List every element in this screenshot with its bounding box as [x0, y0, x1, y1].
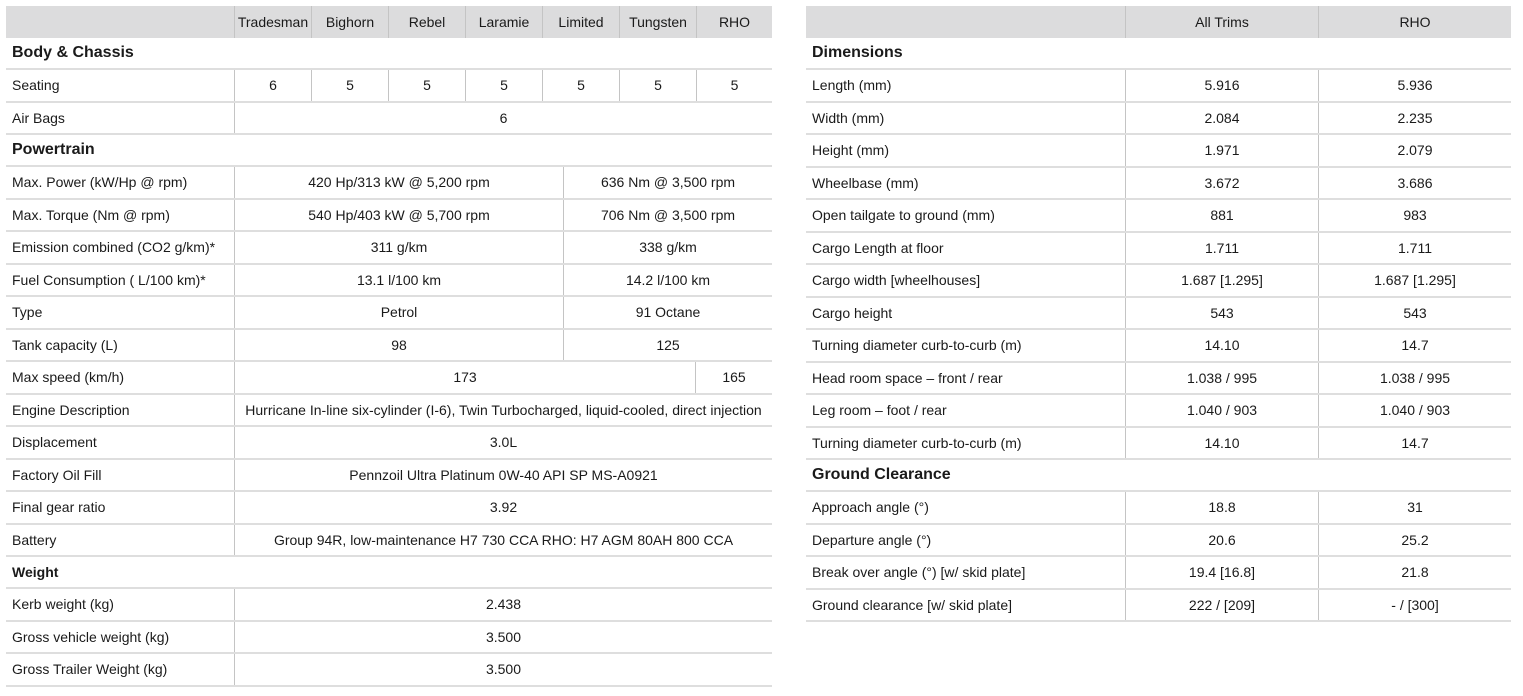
cell-value: 222 / [209]: [1125, 590, 1318, 621]
header-blank: [6, 6, 234, 38]
cell-value: 3.92: [234, 492, 772, 523]
cell-value: 14.7: [1318, 428, 1511, 459]
row-label: Factory Oil Fill: [12, 466, 102, 483]
section-title: Dimensions: [812, 44, 903, 61]
row-label: Width (mm): [812, 109, 885, 126]
cell-value: 1.971: [1125, 135, 1318, 166]
ground-clearance-rows: [806, 492, 1511, 622]
cell-value: 21.8: [1318, 557, 1511, 588]
table-row: [6, 492, 772, 525]
section-title: Weight: [12, 564, 59, 580]
table-row: [6, 622, 772, 655]
row-label: Air Bags: [12, 109, 65, 126]
table-row: [6, 525, 772, 558]
cell-value: 3.686: [1318, 168, 1511, 199]
section-title: Powertrain: [12, 141, 95, 158]
table-row: [6, 589, 772, 622]
cell-value: 20.6: [1125, 525, 1318, 556]
table-row: [6, 200, 772, 233]
row-label: Tank capacity (L): [12, 336, 118, 353]
cell-value: 1.711: [1125, 233, 1318, 264]
cell-value: 2.235: [1318, 103, 1511, 134]
row-label: Max. Power (kW/Hp @ rpm): [12, 174, 188, 191]
cell-value: 5: [619, 70, 696, 101]
cell-value: 1.038 / 995: [1125, 363, 1318, 394]
cell-value: 18.8: [1125, 492, 1318, 523]
row-label: Gross vehicle weight (kg): [12, 628, 170, 645]
table-row: [6, 265, 772, 298]
table-row: [806, 265, 1511, 298]
col-header: Limited: [542, 6, 619, 38]
col-header: RHO: [696, 6, 772, 38]
row-label: Cargo height: [812, 304, 893, 321]
cell-value: 1.711: [1318, 233, 1511, 264]
cell-value: 14.2 l/100 km: [563, 265, 772, 296]
table-row: [806, 70, 1511, 103]
cell-value: 5: [465, 70, 542, 101]
cell-value: - / [300]: [1318, 590, 1511, 621]
table-row: [806, 363, 1511, 396]
row-label: Gross Trailer Weight (kg): [12, 661, 168, 678]
table-row: [806, 557, 1511, 590]
table-row: [806, 395, 1511, 428]
cell-value: 540 Hp/403 kW @ 5,700 rpm: [234, 200, 563, 231]
row-label: Height (mm): [812, 142, 890, 159]
dimensions-rows: [806, 70, 1511, 460]
row-label: Displacement: [12, 434, 97, 451]
cell-value: 420 Hp/313 kW @ 5,200 rpm: [234, 167, 563, 198]
cell-value: 165: [695, 362, 772, 393]
cell-value: 19.4 [16.8]: [1125, 557, 1318, 588]
table-header: [6, 6, 772, 38]
row-label: Turning diameter curb-to-curb (m): [812, 337, 1022, 354]
header-blank: [806, 6, 1125, 38]
row-label: Max speed (km/h): [12, 369, 125, 386]
cell-value: Pennzoil Ultra Platinum 0W-40 API SP MS-A0921: [234, 460, 772, 491]
col-header: Laramie: [465, 6, 542, 38]
cell-value: 5: [696, 70, 772, 101]
cell-value: 31: [1318, 492, 1511, 523]
cell-value: 1.687 [1.295]: [1318, 265, 1511, 296]
table-row: [806, 200, 1511, 233]
row-label: Length (mm): [812, 77, 892, 94]
table-row: [806, 298, 1511, 331]
cell-value: 543: [1125, 298, 1318, 329]
table-row: [6, 297, 772, 330]
dimensions-table: [806, 6, 1511, 622]
row-label: Kerb weight (kg): [12, 596, 114, 613]
cell-value: 706 Nm @ 3,500 rpm: [563, 200, 772, 231]
cell-value: Petrol: [234, 297, 563, 328]
row-label: Head room space – front / rear: [812, 369, 1003, 386]
table-row: [806, 168, 1511, 201]
row-label: Approach angle (°): [812, 499, 929, 516]
row-label: Open tailgate to ground (mm): [812, 207, 995, 224]
table-row: [806, 135, 1511, 168]
cell-value: 2.438: [234, 589, 772, 620]
cell-value: 881: [1125, 200, 1318, 231]
cell-value: 5: [311, 70, 388, 101]
cell-value: 14.7: [1318, 330, 1511, 361]
cell-value: 5: [542, 70, 619, 101]
cell-value: 636 Nm @ 3,500 rpm: [563, 167, 772, 198]
section-dimensions: [806, 38, 1511, 70]
table-row: [6, 395, 772, 428]
cell-value: 2.079: [1318, 135, 1511, 166]
table-row: [806, 103, 1511, 136]
col-header: Bighorn: [311, 6, 388, 38]
table-row: [6, 460, 772, 493]
row-label: Fuel Consumption ( L/100 km)*: [12, 271, 206, 288]
cell-value: 6: [234, 70, 311, 101]
row-label: Leg room – foot / rear: [812, 402, 947, 419]
cell-value: 6: [234, 103, 772, 134]
cell-value: 983: [1318, 200, 1511, 231]
row-label: Battery: [12, 531, 57, 548]
cell-value: Group 94R, low-maintenance H7 730 CCA RHO: H7 AGM 80AH 800 CCA: [234, 525, 772, 556]
row-label: Wheelbase (mm): [812, 174, 919, 191]
section-weight: [6, 557, 772, 589]
cell-value: 5.936: [1318, 70, 1511, 101]
table-row: [6, 427, 772, 460]
row-label: Max. Torque (Nm @ rpm): [12, 206, 170, 223]
row-label: Turning diameter curb-to-curb (m): [812, 434, 1022, 451]
table-row: [806, 233, 1511, 266]
table-row: [6, 70, 772, 103]
col-header: Tungsten: [619, 6, 696, 38]
cell-value: 125: [563, 330, 772, 361]
table-header: [806, 6, 1511, 38]
col-header: RHO: [1318, 6, 1511, 38]
trim-specs-table: [6, 6, 772, 687]
row-label: Type: [12, 304, 43, 321]
cell-value: 3.0L: [234, 427, 772, 458]
table-row: [806, 525, 1511, 558]
row-label: Emission combined (CO2 g/km)*: [12, 239, 216, 256]
col-header: All Trims: [1125, 6, 1318, 38]
cell-value: 91 Octane: [563, 297, 772, 328]
cell-value: 25.2: [1318, 525, 1511, 556]
col-header: Tradesman: [234, 6, 311, 38]
table-row: [6, 362, 772, 395]
cell-value: 3.672: [1125, 168, 1318, 199]
section-title: Ground Clearance: [812, 466, 951, 483]
cell-value: 338 g/km: [563, 232, 772, 263]
cell-value: 1.040 / 903: [1318, 395, 1511, 426]
table-row: [806, 590, 1511, 623]
cell-value: Hurricane In-line six-cylinder (I-6), Twin Turbocharged, liquid-cooled, direct injection: [234, 395, 772, 426]
row-label: Seating: [12, 77, 60, 94]
row-label: Departure angle (°): [812, 531, 932, 548]
section-body-chassis: [6, 38, 772, 70]
row-label: Final gear ratio: [12, 499, 106, 516]
cell-value: 2.084: [1125, 103, 1318, 134]
table-row: [6, 330, 772, 363]
cell-value: 5.916: [1125, 70, 1318, 101]
cell-value: 173: [234, 362, 695, 393]
section-powertrain: [6, 135, 772, 167]
table-row: [6, 167, 772, 200]
table-row: [806, 492, 1511, 525]
table-row: [6, 654, 772, 687]
section-ground-clearance: [806, 460, 1511, 492]
table-row: [6, 103, 772, 136]
section-title: Body & Chassis: [12, 44, 134, 61]
table-row: [6, 232, 772, 265]
row-label: Engine Description: [12, 401, 130, 418]
cell-value: 14.10: [1125, 428, 1318, 459]
col-header: Rebel: [388, 6, 465, 38]
cell-value: 3.500: [234, 654, 772, 685]
cell-value: 13.1 l/100 km: [234, 265, 563, 296]
cell-value: 311 g/km: [234, 232, 563, 263]
table-row: [806, 428, 1511, 461]
cell-value: 1.038 / 995: [1318, 363, 1511, 394]
cell-value: 543: [1318, 298, 1511, 329]
cell-value: 1.040 / 903: [1125, 395, 1318, 426]
cell-value: 1.687 [1.295]: [1125, 265, 1318, 296]
cell-value: 3.500: [234, 622, 772, 653]
row-label: Cargo Length at floor: [812, 239, 944, 256]
row-label: Cargo width [wheelhouses]: [812, 272, 981, 289]
cell-value: 14.10: [1125, 330, 1318, 361]
cell-value: 98: [234, 330, 563, 361]
row-label: Break over angle (°) [w/ skid plate]: [812, 564, 1026, 581]
row-label: Ground clearance [w/ skid plate]: [812, 596, 1012, 613]
cell-value: 5: [388, 70, 465, 101]
table-row: [806, 330, 1511, 363]
